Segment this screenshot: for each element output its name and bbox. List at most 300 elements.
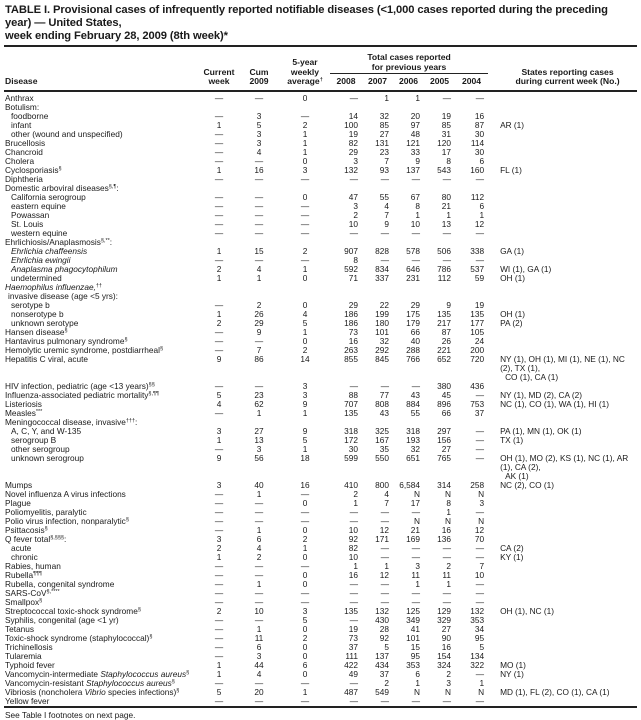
cell-y2006: 67 [410,191,420,202]
states-reporting: FL (1) [500,164,522,175]
cell-y2008 [330,283,362,292]
cell-cum-2009: 11 [254,632,264,643]
cell-y2005: 9 [446,299,451,310]
cell-y2004: — [475,542,485,553]
table-body [4,94,637,706]
cell-five-year-avg: — [300,218,310,229]
cell-y2008: 19 [348,623,358,634]
cell-y2007: 77 [379,389,389,400]
cell-current-week: 3 [216,533,222,544]
states-reporting [488,193,637,202]
cell-five-year-avg: 0 [302,191,308,202]
cell-y2008: 71 [348,272,358,283]
cell-y2004: — [475,227,485,238]
cell-current-week: 1 [216,668,222,679]
cell-y2004: 7 [479,560,485,571]
disease-name: Mumps [5,479,33,490]
states-reporting: KY (1) [500,551,524,562]
states-reporting [488,580,637,589]
disease-name: Hansen disease§ [5,326,68,337]
cell-cum-2009: 27 [254,425,264,436]
title-line-1: TABLE I. Provisional cases of infrequently reported notifiable diseases (<1,000 cases reported during the preceding year) — United States, [5,4,608,29]
cell-y2005: — [442,542,451,553]
cell-y2006: 169 [406,533,420,544]
cell-cum-2009: 9 [256,326,262,337]
cell-y2006: — [411,596,420,607]
disease-name: infant [11,119,32,130]
disease-name: Rabies, human [5,560,61,571]
cell-y2005: N [445,686,451,697]
footnote-marker: § [39,597,43,604]
table-row [4,202,637,211]
cell-y2004: — [475,551,485,562]
cell-y2007: — [380,551,389,562]
states-reporting [488,220,637,229]
cell-y2007 [362,283,393,292]
table-row [4,634,637,643]
table-row [4,688,637,697]
cell-y2006: 21 [410,524,420,535]
states-reporting: CA (2) [500,542,524,553]
cell-y2006: — [411,254,420,265]
cell-cum-2009: — [254,614,264,625]
cell-current-week: — [214,677,224,688]
cell-y2006: 43 [410,389,420,400]
cell-y2004: 6 [479,155,485,166]
cell-y2006: 32 [410,443,420,454]
cell-y2004: N [478,515,485,526]
states-reporting [488,175,637,184]
cell-five-year-avg: 0 [302,272,308,283]
cell-y2005: 66 [441,407,451,418]
cell-y2006: — [411,227,420,238]
cell-y2006: 66 [410,326,420,337]
table-row [4,274,637,283]
cell-y2007: 2 [384,677,389,688]
cell-y2006: 17 [410,497,420,508]
cell-y2004: — [475,587,485,598]
cell-y2006: — [411,587,420,598]
cell-y2007: 430 [375,614,389,625]
cell-y2008: — [349,614,358,625]
cell-five-year-avg: 1 [302,443,308,454]
header-five-year-average: 5-year weekly average† [287,57,323,87]
table-row [4,166,637,175]
cell-cum-2009: 44 [254,659,264,670]
footnote-marker: §,¶¶ [148,390,159,397]
footnote-marker: § [171,678,175,685]
cell-y2007: — [380,587,389,598]
cell-y2005: — [442,596,451,607]
table-row [4,589,637,598]
cell-y2006: 766 [406,353,420,364]
cell-y2007: 4 [384,488,389,499]
cell-y2004: 19 [474,299,485,310]
cell-y2007: 199 [375,308,389,319]
disease-name: Streptococcal toxic-shock syndrome§ [5,605,141,616]
cell-y2007: 171 [375,533,389,544]
cell-five-year-avg: 16 [300,479,310,490]
states-reporting [488,328,637,337]
cell-five-year-avg: 0 [302,551,308,562]
cell-five-year-avg: — [300,254,310,265]
header-current-week: Current week [203,66,235,87]
disease-name: Hantavirus pulmonary syndrome§ [5,335,128,346]
states-reporting [488,283,637,292]
cell-y2008: 14 [348,110,358,121]
cell-y2004: 30 [474,128,485,139]
cell-y2006: — [411,173,420,184]
cell-y2005: 11 [442,569,451,580]
cell-y2006: N [414,515,420,526]
disease-name: chronic [11,551,38,562]
cell-five-year-avg: 0 [302,578,308,589]
cell-y2006: 41 [410,623,420,634]
cell-y2005: 8 [446,155,451,166]
table-row [4,157,637,166]
cell-y2004: 753 [470,398,485,409]
table-row [4,436,637,445]
cell-y2007: 550 [375,452,389,463]
cell-y2004: 95 [474,632,485,643]
table-row [4,220,637,229]
states-reporting [488,571,637,580]
cell-y2004: — [475,434,485,445]
cell-y2008: — [349,587,358,598]
cell-five-year-avg: — [300,110,310,121]
cell-cum-2009: 1 [256,488,262,499]
disease-name: SARS-CoV§,**** [5,587,60,598]
cell-five-year-avg: — [300,596,310,607]
cell-cum-2009: — [254,380,264,391]
cell-five-year-avg: — [300,560,310,571]
table-row [4,292,637,301]
cell-y2008: 263 [344,344,358,355]
cell-cum-2009: 40 [254,479,264,490]
disease-name: Brucellosis [5,137,46,148]
cell-y2005: 1 [446,209,451,220]
cell-y2008: 100 [344,119,358,130]
states-reporting [488,625,637,634]
disease-name: Domestic arboviral diseases§,¶: [5,182,119,193]
header-year-2006: 2006 [398,76,419,87]
states-reporting [488,130,637,139]
cell-y2004: 322 [470,659,485,670]
table-row [4,319,637,328]
cell-five-year-avg: 4 [302,308,308,319]
cell-y2007: 37 [379,668,389,679]
cell-current-week: — [214,506,224,517]
cell-y2007: 292 [375,344,389,355]
cell-current-week: — [214,380,224,391]
cell-y2006: 179 [406,317,420,328]
cell-cum-2009: — [254,569,264,580]
disease-name: Cyclosporiasis§ [5,164,62,175]
header-year-2005: 2005 [429,76,450,87]
cell-current-week: — [214,200,224,211]
cell-cum-2009: — [254,200,264,211]
cell-cum-2009: 4 [256,263,262,274]
footnote-marker: § [124,336,128,343]
cell-y2007: 180 [375,317,389,328]
cell-cum-2009: — [254,218,264,229]
cell-y2006: 1 [415,209,420,220]
disease-name: California serogroup [11,191,86,202]
cell-five-year-avg: 0 [302,569,308,580]
cell-cum-2009: 20 [254,686,264,697]
cell-y2008: 29 [348,299,358,310]
cell-y2007: 12 [379,524,389,535]
cell-five-year-avg: 9 [302,425,308,436]
states-reporting: NC (1), CO (1), WA (1), HI (1) [500,398,609,409]
cell-y2004: 134 [470,650,485,661]
cell-current-week: 1 [216,434,222,445]
cell-y2004: 114 [470,137,485,148]
cell-y2006: 175 [406,308,420,319]
cell-current-week: — [214,578,224,589]
cell-y2004: 70 [474,533,485,544]
disease-name: Rubella¶¶¶ [5,569,43,580]
cell-y2006: 651 [406,452,420,463]
states-reporting [488,562,637,571]
cell-y2005: 80 [441,191,451,202]
cell-cum-2009: — [254,587,264,598]
cell-y2004: N [478,488,485,499]
cell-current-week: — [214,632,224,643]
cell-cum-2009: 3 [256,443,262,454]
footnote-marker: § [159,345,163,352]
disease-name: unknown serogroup [11,452,84,463]
cell-y2006: 125 [406,605,420,616]
cell-y2008: — [349,380,358,391]
cell-y2006: 95 [410,650,420,661]
cell-y2008: 487 [344,686,358,697]
cell-five-year-avg: — [300,677,310,688]
cell-y2008: — [349,515,358,526]
cell-y2004: 338 [470,245,485,256]
cell-y2005: 324 [437,659,451,670]
cell-y2006: 6,584 [399,479,420,490]
cell-y2007: 1 [384,92,389,103]
cell-y2006 [393,283,424,292]
disease-name: Typhoid fever [5,659,55,670]
states-reporting: MO (1) [500,659,526,670]
cell-y2006: 349 [406,614,420,625]
states-reporting [488,103,637,112]
disease-name: Trichinellosis [5,641,53,652]
cell-y2006: 8 [415,200,420,211]
cell-y2008: 49 [348,668,358,679]
table-row [4,112,637,121]
header-states-reporting: States reporting cases during current week (No.) [515,66,620,87]
cell-y2007: 325 [375,425,389,436]
footnote-marker: ††† [125,417,136,424]
cell-y2008: — [349,506,358,517]
cell-y2005: 652 [437,353,451,364]
header-cum-2009: Cum 2009 [249,66,269,87]
cell-y2007: — [380,380,389,391]
cell-y2008: 3 [353,155,358,166]
cell-y2007: 55 [379,191,389,202]
cell-five-year-avg: 2 [302,533,308,544]
cell-five-year-avg: 1 [302,542,308,553]
cell-cum-2009: — [254,335,264,346]
table-row [4,211,637,220]
cell-y2004: 3 [479,497,485,508]
cell-y2007: — [380,596,389,607]
states-reporting: NY (1), OH (1), MI (1), NE (1), NC (2), TX (1), CO (1), CA (1) [500,353,625,382]
footnote-marker: § [125,516,129,523]
cell-y2007: 132 [375,605,389,616]
cell-y2006: 101 [406,632,420,643]
disease-name: serotype b [11,299,50,310]
cell-cum-2009: 10 [254,605,264,616]
table-row [4,499,637,508]
cell-y2005: — [442,173,451,184]
cell-y2005: 136 [437,533,451,544]
disease-name: other (wound and unspecified) [11,128,123,139]
cell-cum-2009: — [254,506,264,517]
disease-name: other serogroup [11,443,70,454]
disease-name: Yellow fever [5,695,50,706]
cell-y2006: 318 [406,425,420,436]
cell-cum-2009: 1 [256,623,262,634]
cell-y2006: N [414,686,420,697]
cell-y2007: — [380,254,389,265]
cell-y2006: 193 [406,434,420,445]
cell-current-week: 1 [216,164,222,175]
states-reporting [488,229,637,238]
cell-y2005: — [442,695,451,706]
cell-y2007: — [380,515,389,526]
cell-y2007: — [380,695,389,706]
cell-y2007: 23 [379,146,389,157]
cell-current-week: 3 [216,479,222,490]
cell-y2007: 4 [384,200,389,211]
cell-y2007: 28 [379,623,389,634]
cell-y2008: 1 [353,497,358,508]
cell-current-week: 1 [216,119,222,130]
cell-y2006: 10 [410,218,420,229]
cell-y2005: 27 [441,623,451,634]
footnote-marker: § [149,633,153,640]
cell-cum-2009: — [254,515,264,526]
cell-cum-2009: 23 [254,389,264,400]
cell-y2006: 55 [410,407,420,418]
cell-current-week: 1 [216,659,222,670]
cell-cum-2009: — [254,695,264,706]
cell-y2008: 10 [348,524,358,535]
disease-name: Anaplasma phagocytophilum [11,263,118,274]
cell-y2007: 828 [375,245,389,256]
cell-current-week: — [214,146,224,157]
disease-name: HIV infection, pediatric (age <13 years)§§ [5,380,155,391]
cell-cum-2009: — [254,191,264,202]
states-reporting: WI (1), GA (1) [500,263,552,274]
cell-current-week: 9 [216,353,222,364]
cell-y2005 [424,283,455,292]
cell-y2005: 1 [446,578,451,589]
cell-y2008: 37 [348,641,358,652]
table-row [4,400,637,409]
cell-y2005: 786 [437,263,451,274]
cell-five-year-avg: 18 [300,452,310,463]
cell-y2006: 29 [410,299,420,310]
cell-cum-2009: 3 [256,137,262,148]
cell-cum-2009: 4 [256,542,262,553]
footnote-marker: †† [95,282,102,289]
footnote-marker: § [58,165,62,172]
cell-y2005: — [442,551,451,562]
states-reporting [488,517,637,526]
disease-name: Ehrlichia chaffeensis [11,245,88,256]
cell-y2005: 19 [441,110,451,121]
cell-current-week: — [214,560,224,571]
cell-five-year-avg: 0 [302,335,308,346]
cell-y2005: — [442,587,451,598]
disease-name: Diphtheria [5,173,43,184]
cell-y2004: 105 [470,326,485,337]
cell-five-year-avg: 2 [302,632,308,643]
cell-y2007: — [380,542,389,553]
cell-y2008: 82 [348,137,358,148]
cell-cum-2009: — [254,173,264,184]
cell-y2008: 318 [344,425,358,436]
disease-name: Chancroid [5,146,43,157]
cell-y2004: 537 [470,263,485,274]
cell-y2008: 16 [348,569,358,580]
cell-five-year-avg: — [300,695,310,706]
cell-five-year-avg: 5 [302,614,308,625]
disease-name: Polio virus infection, nonparalytic§ [5,515,129,526]
cell-y2005: — [442,227,451,238]
cell-cum-2009: 62 [254,398,264,409]
cell-five-year-avg: 1 [302,146,308,157]
table-row [4,103,637,112]
cell-y2008: 10 [348,551,358,562]
states-reporting [488,139,637,148]
cell-current-week [200,283,238,292]
cell-y2004: N [478,686,485,697]
states-reporting [488,526,637,535]
cell-y2006: 137 [406,164,420,175]
cell-y2004: 34 [474,623,485,634]
states-reporting: GA (1) [500,245,525,256]
table-row [4,580,637,589]
cell-y2008: — [349,677,358,688]
table-row [4,355,637,382]
cell-cum-2009: 56 [254,452,264,463]
cell-current-week: — [214,524,224,535]
cell-y2004: 258 [470,479,485,490]
cell-y2007: 101 [375,326,389,337]
disease-name: invasive disease (age <5 yrs): [8,290,118,301]
cell-y2008: 111 [345,650,358,661]
cell-current-week: 2 [216,263,222,274]
cell-y2006: 646 [406,263,420,274]
cell-y2006: 48 [410,128,420,139]
cell-current-week: — [214,110,224,121]
footnote-marker: § [186,669,190,676]
states-reporting [488,616,637,625]
cell-y2005: 2 [446,668,451,679]
cell-y2008: 73 [348,326,358,337]
cell-cum-2009: 3 [256,650,262,661]
cell-y2005: 329 [437,614,451,625]
cell-y2004: 16 [474,110,485,121]
cell-y2008: 88 [348,389,358,400]
disease-name: Ehrlichia ewingii [11,254,71,265]
